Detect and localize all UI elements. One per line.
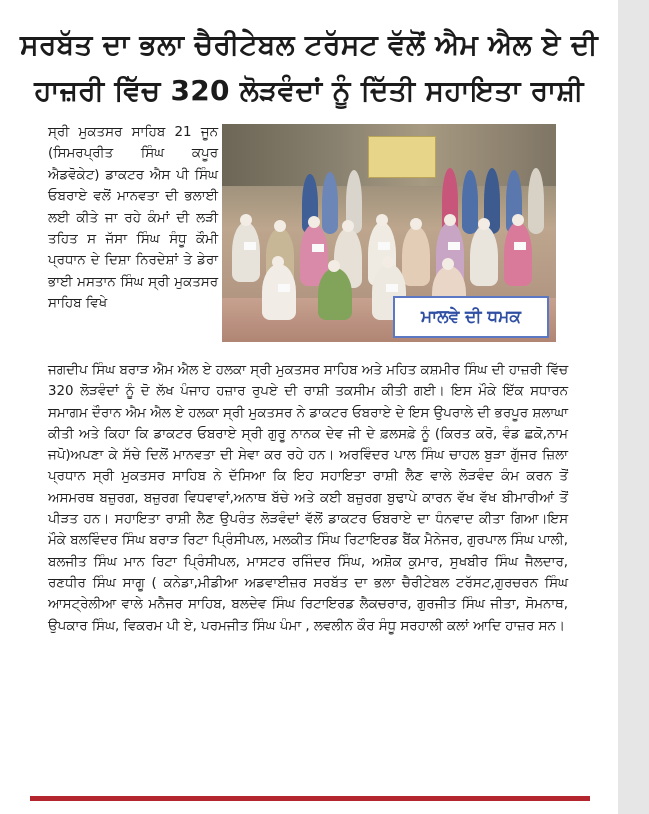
photo-paper xyxy=(514,242,526,250)
photo-head xyxy=(240,214,252,226)
photo-head xyxy=(410,218,422,230)
page-margin-strip xyxy=(618,0,649,814)
article-intro-column: ਸ੍ਰੀ ਮੁਕਤਸਰ ਸਾਹਿਬ 21 ਜੂਨ (ਸਿਮਰਪ੍ਰੀਤ ਸਿੰਘ ਕਪੂਰ ਐਡਵੋਕੇਟ) ਡਾਕਟਰ ਐਸ ਪੀ ਸਿੰਘ ਓਬਰਾਏ ਵਲੋਂ ਮਾਨਵਤਾ ਦੀ ਭਲਾਈ ਲਈ ਕੀਤੇ ਜਾ ਰਹੇ ਕੰਮਾਂ ਦੀ ਲੜੀ ਤਹਿਤ ਸ ਜੱਸਾ ਸਿੰਘ ਸੰਧੂ ਕੌਮੀ ਪ੍ਰਧਾਨ ਦੇ ਦਿਸ਼ਾ ਨਿਰਦੇਸ਼ਾਂ ਤੇ ਡੇਰਾ ਭਾਈ ਮਸਤਾਨ ਸਿੰਘ ਸ੍ਰੀ ਮੁਕਤਸਰ ਸਾਹਿਬ ਵਿਖੇ xyxy=(48,125,218,312)
photo-person xyxy=(402,226,430,286)
photo-paper xyxy=(244,242,256,250)
article-body: ਜਗਦੀਪ ਸਿੰਘ ਬਰਾੜ ਐਮ ਐਲ ਏ ਹਲਕਾ ਸ੍ਰੀ ਮੁਕਤਸਰ ਸਾਹਿਬ ਅਤੇ ਮਹਿਤ ਕਸ਼ਮੀਰ ਸਿੰਘ ਦੀ ਹਾਜ਼ਰੀ ਵਿੱਚ 320 ਲੋੜਵੰਦਾਂ ਨੂੰ ਦੋ ਲੱਖ ਪੰਜਾਹ ਹਜ਼ਾਰ ਰੁਪਏ ਦੀ ਰਾਸ਼ੀ ਤਕਸੀਮ ਕੀਤੀ ਗਈ। ਇਸ ਮੌਕੇ ਇੱਕ ਸਧਾਰਨ ਸਮਾਗਮ ਦੌਰਾਨ ਐਮ ਐਲ ਏ ਹਲਕਾ ਸ੍ਰੀ ਮੁਕਤਸਰ ਨੇ ਡਾਕਟਰ ਓਬਰਾਏ ਦੇ ਇਸ ਉਪਰਾਲੇ ਦੀ ਭਰਪੂਰ ਸ਼ਲਾਘਾ ਕੀਤੀ ਅਤੇ ਕਿਹਾ ਕਿ ਡਾਕਟਰ ਓਬਰਾਏ ਸ੍ਰੀ ਗੁਰੂ ਨਾਨਕ ਦੇਵ ਜੀ ਦੇ ਫ਼ਲਸਫ਼ੇ ਨੂੰ (ਕਿਰਤ ਕਰੋ, ਵੰਡ ਛਕੋ,ਨਾਮ ਜਪੋ)ਅਪਣਾ ਕੇ ਸੱਚੇ ਦਿਲੋਂ ਮਾਨਵਤਾ ਦੀ ਸੇਵਾ ਕਰ ਰਹੇ ਹਨ। ਅਰਵਿੰਦਰ ਪਾਲ ਸਿੰਘ ਚਾਹਲ ਬੁੜਾ ਗੁੱਜਰ ਜ਼ਿਲਾ ਪ੍ਰਧਾਨ ਸ੍ਰੀ ਮੁਕਤਸਰ ਸਾਹਿਬ ਨੇ ਦੱਸਿਆ ਕਿ ਇਹ ਸਹਾਇਤਾ ਰਾਸ਼ੀ ਲੈਣ ਵਾਲੇ ਲੋੜਵੰਦ ਕੰਮ ਕਰਨ ਤੋਂ ਅਸਮਰਥ ਬਜ਼ੁਰਗ, ਬਜ਼ੁਰਗ ਵਿਧਵਾਵਾਂ,ਅਨਾਥ ਬੱਚੇ ਅਤੇ ਕਈ ਬਜ਼ੁਰਗ ਬੁਢਾਪੇ ਕਾਰਨ ਵੱਖ ਵੱਖ ਬੀਮਾਰੀਆਂ ਤੋਂ ਪੀੜਤ ਹਨ। ਸਹਾਇਤਾ ਰਾਸ਼ੀ ਲੈਣ ਉਪਰੰਤ ਲੋੜਵੰਦਾਂ ਵੱਲੋਂ ਡਾਕਟਰ ਓਬਰਾਏ ਦਾ ਧੰਨਵਾਦ ਕੀਤਾ ਗਿਆ।ਇਸ ਮੌਕੇ ਬਲਵਿੰਦਰ ਸਿੰਘ ਬਰਾੜ ਰਿਟਾ ਪ੍ਰਿੰਸੀਪਲ, ਮਲਕੀਤ ਸਿੰਘ ਰਿਟਾਇਰਡ ਬੈਂਕ ਮੈਨੇਜਰ, ਗੁਰਪਾਲ ਸਿੰਘ ਪਾਲੀ, ਬਲਜੀਤ ਸਿੰਘ ਮਾਨ ਰਿਟਾ ਪ੍ਰਿੰਸੀਪਲ, ਮਾਸਟਰ ਰਜਿੰਦਰ ਸਿੰਘ, ਅਸ਼ੋਕ ਕੁਮਾਰ, ਸੁਖਬੀਰ ਸਿੰਘ ਜੈਲਦਾਰ, ਰਣਧੀਰ ਸਿੰਘ ਸਾਗੂ ( ਕਨੇਡਾ,ਮੀਡੀਆ ਅਡਵਾਈਜ਼ਰ ਸਰਬੱਤ ਦਾ ਭਲਾ ਚੈਰੀਟੇਬਲ ਟਰੱਸਟ,ਗੁਰਚਰਨ ਸਿੰਘ ਆਸਟ੍ਰੇਲੀਆ ਵਾਲੇ ਮਨੈਜਰ ਸਾਹਿਬ, ਬਲਦੇਵ ਸਿੰਘ ਰਿਟਾਇਰਡ ਲੈਕਚਰਾਰ, ਗੁਰਜੀਤ ਸਿੰਘ ਜੀਤਾ, ਸੋਮਨਾਥ, ਉਪਕਾਰ ਸਿੰਘ, ਵਿਕਰਮ ਪੀ ਏ, ਪਰਮਜੀਤ ਸਿੰਘ ਪੰਮਾ , ਲਵਲੀਨ ਕੌਰ ਸੰਧੂ ਸਰਹਾਲੀ ਕਲਾਂ ਆਦਿ ਹਾਜ਼ਰ ਸਨ। xyxy=(48,363,568,634)
photo-head xyxy=(272,256,284,268)
photo-person xyxy=(232,222,260,282)
photo-person xyxy=(504,222,532,286)
photo-head xyxy=(308,216,320,228)
photo-person xyxy=(322,172,338,234)
photo-paper xyxy=(278,284,290,292)
photo-head xyxy=(478,218,490,230)
photo-paper xyxy=(312,244,324,252)
photo-head xyxy=(512,214,524,226)
photo-person xyxy=(262,264,296,320)
photo-person xyxy=(470,226,498,286)
photo-person xyxy=(318,268,352,320)
article-headline: ਸਰਬੱਤ ਦਾ ਭਲਾ ਚੈਰੀਟੇਬਲ ਟਰੱਸਟ ਵੱਲੋਂ ਐਮ ਐਲ ਏ ਦੀ ਹਾਜ਼ਰੀ ਵਿੱਚ 320 ਲੋੜਵੰਦਾਂ ਨੂੰ ਦਿੱਤੀ ਸਹਾਇਤਾ ਰਾਸ਼ੀ xyxy=(20,28,598,107)
photo-head xyxy=(382,256,394,268)
photo-head xyxy=(376,214,388,226)
photo-paper xyxy=(448,242,460,250)
photo-paper xyxy=(386,284,398,292)
photo-head xyxy=(274,220,286,232)
photo-person xyxy=(528,168,544,234)
photo-head xyxy=(328,260,340,272)
photo-banner xyxy=(368,136,436,178)
bottom-rule xyxy=(30,796,590,801)
photo-head xyxy=(442,258,454,270)
photo-paper xyxy=(378,242,390,250)
photo-head xyxy=(444,214,456,226)
photo-caption: ਮਾਲਵੇ ਦੀ ਧਮਕ xyxy=(393,296,549,338)
photo-head xyxy=(342,220,354,232)
photo-person xyxy=(462,170,478,234)
